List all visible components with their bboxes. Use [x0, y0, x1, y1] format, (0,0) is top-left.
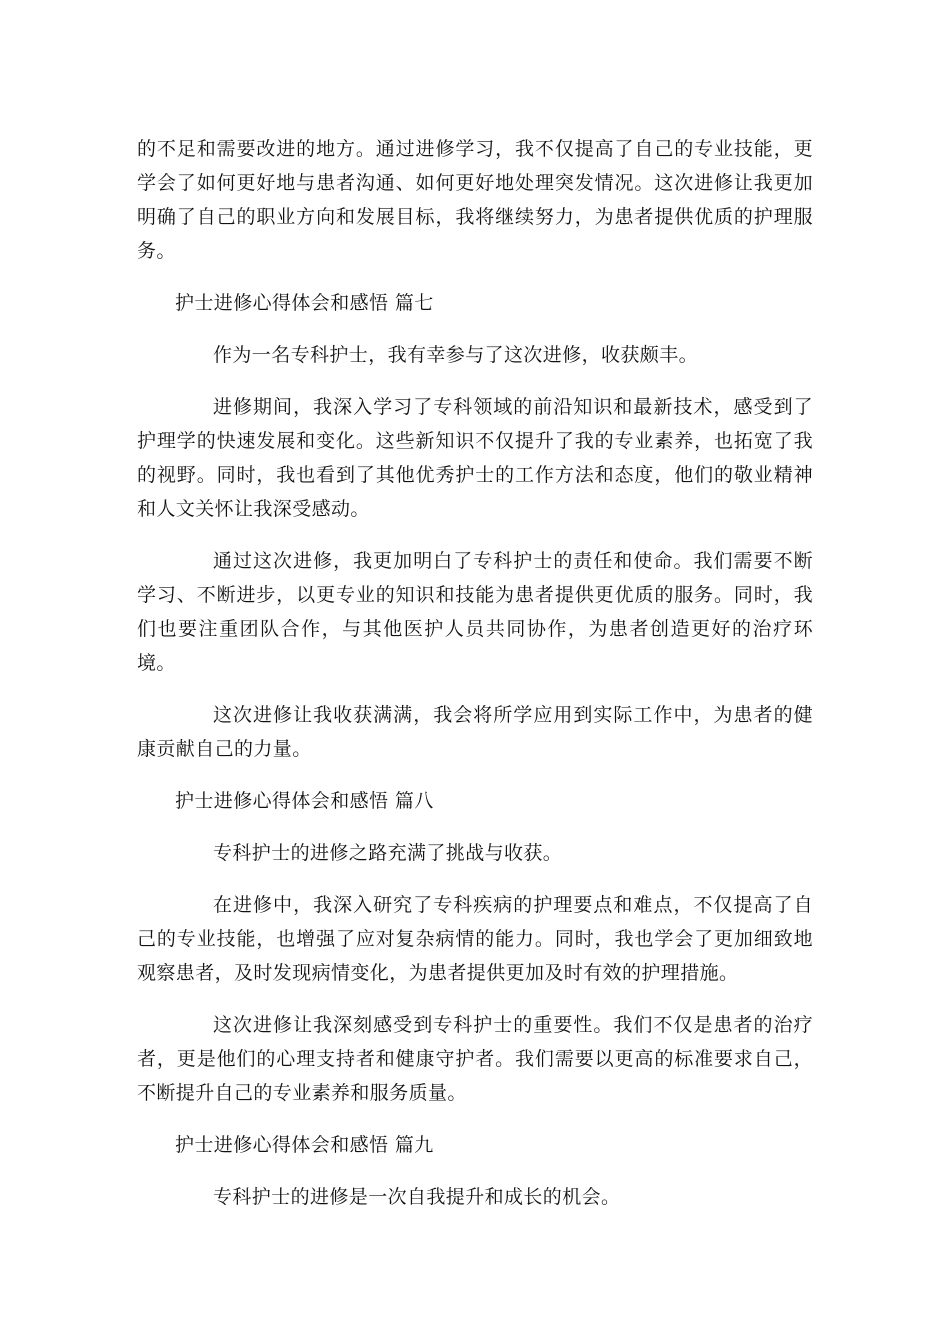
section-heading-9: 护士进修心得体会和感悟 篇九 — [175, 1134, 434, 1156]
paragraph-continuation: 的不足和需要改进的地方。通过进修学习，我不仅提高了自己的专业技能，更学会了如何更好地与患者沟通、如何更好地处理突发情况。这次进修让我更加明确了自己的职业方向和发展目标，我将继续努力，为患者提供优质的护理服务。 — [137, 138, 813, 262]
paragraph: 通过这次进修，我更加明白了专科护士的责任和使命。我们需要不断学习、不断进步，以更专业的知识和技能为患者提供更优质的服务。同时，我们也要注重团队合作，与其他医护人员共同协作，为患者创造更好的治疗环境。 — [137, 550, 813, 674]
section-heading-7: 护士进修心得体会和感悟 篇七 — [175, 292, 434, 314]
paragraph: 专科护士的进修是一次自我提升和成长的机会。 — [213, 1186, 621, 1208]
paragraph: 这次进修让我收获满满，我会将所学应用到实际工作中，为患者的健康贡献自己的力量。 — [137, 704, 813, 760]
paragraph: 这次进修让我深刻感受到专科护士的重要性。我们不仅是患者的治疗者，更是他们的心理支持者和健康守护者。我们需要以更高的标准要求自己，不断提升自己的专业素养和服务质量。 — [137, 1014, 813, 1104]
document-page — [137, 132, 813, 1214]
paragraph: 在进修中，我深入研究了专科疾病的护理要点和难点，不仅提高了自己的专业技能，也增强了应对复杂病情的能力。同时，我也学会了更加细致地观察患者，及时发现病情变化，为患者提供更加及时有效的护理措施。 — [137, 894, 813, 984]
section-heading-8: 护士进修心得体会和感悟 篇八 — [175, 790, 434, 812]
paragraph: 作为一名专科护士，我有幸参与了这次进修，收获颇丰。 — [213, 344, 699, 366]
paragraph: 专科护士的进修之路充满了挑战与收获。 — [213, 842, 563, 864]
paragraph: 进修期间，我深入学习了专科领域的前沿知识和最新技术，感受到了护理学的快速发展和变化。这些新知识不仅提升了我的专业素养，也拓宽了我的视野。同时，我也看到了其他优秀护士的工作方法和态度，他们的敬业精神和人文关怀让我深受感动。 — [137, 396, 813, 520]
